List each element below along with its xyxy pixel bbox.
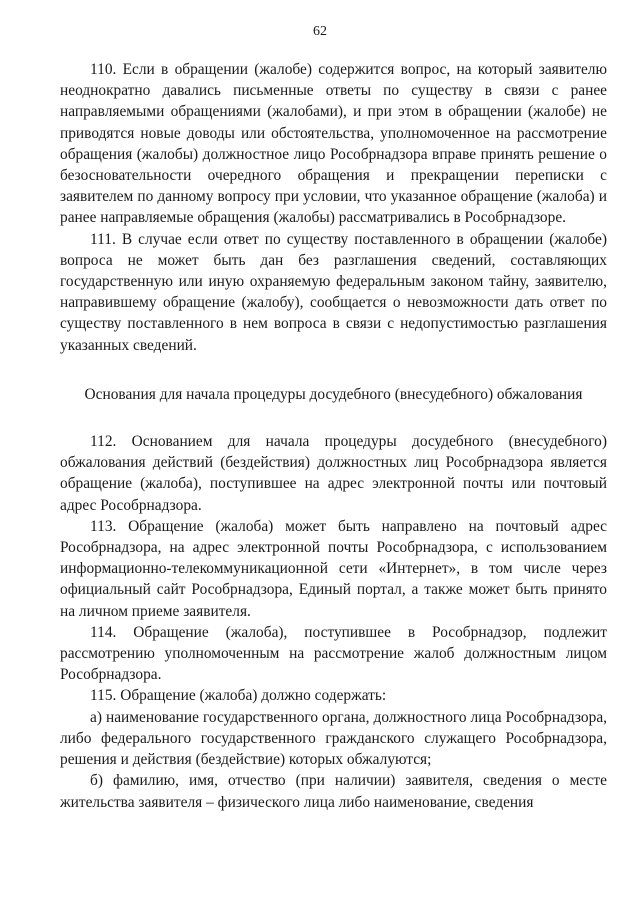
paragraph-115-a: а) наименование государственного органа, должностного лица Рособрнадзора, либо федерального государственного гражданского служащего Рособрнадзора, решения и действия (бездействие) которых обжалуются; — [60, 708, 607, 769]
section-heading: Основания для начала процедуры досудебного (внесудебного) обжалования — [84, 385, 583, 403]
paragraph-115-b: б) фамилию, имя, отчество (при наличии) заявителя, сведения о месте жительства заявителя – физического лица либо наименование, сведения — [60, 772, 607, 811]
paragraph-111: 111. В случае если ответ по существу поставленного в обращении (жалобе) вопроса не может быть дан без разглашения сведений, составляющих государственную или иную охраняемую федеральным законом тайну, заявителю, направившему обращение (жалобу), сообщается о невозможности дать ответ по существу поставленного в нем вопроса в связи с недопустимостью разглашения указанных сведений. — [60, 230, 607, 354]
paragraph-115: 115. Обращение (жалоба) должно содержать: — [90, 687, 387, 705]
paragraph-110: 110. Если в обращении (жалобе) содержится вопрос, на который заявителю неоднократно давались письменные ответы по существу в связи с ранее направляемыми обращениями (жалобами), и при этом в обращении (жалобе) не приводятся новые доводы или обстоятельства, уполномоченное на рассмотрение обращения (жалобы) должностное лицо Рособрнадзора вправе принять решение о безосновательности очередного обращения и прекращении переписки с заявителем по данному вопросу при условии, что указанное обращение (жалоба) и ранее направляемые обращения (жалобы) рассматривались в Рособрнадзоре. — [60, 61, 607, 227]
paragraph-112: 112. Основанием для начала процедуры досудебного (внесудебного) обжалования действий (бездействия) должностных лиц Рособрнадзора является обращение (жалоба), поступившее на адрес электронной почты или почтовый адрес Рособрнадзора. — [60, 433, 607, 514]
page-number: 62 — [313, 24, 327, 39]
document-body — [60, 59, 607, 813]
paragraph-113: 113. Обращение (жалоба) может быть направлено на почтовый адрес Рособрнадзора, на адрес электронной почты Рособрнадзора, с использованием информационно-телекоммуникационной сети «Интернет», в том числе через официальный сайт Рособрнадзора, Единый портал, а также может быть принято на личном приеме заявителя. — [60, 517, 607, 620]
paragraph-114: 114. Обращение (жалоба), поступившее в Рособрнадзор, подлежит рассмотрению уполномоченным на рассмотрение жалоб должностным лицом Рособрнадзора. — [60, 623, 607, 684]
